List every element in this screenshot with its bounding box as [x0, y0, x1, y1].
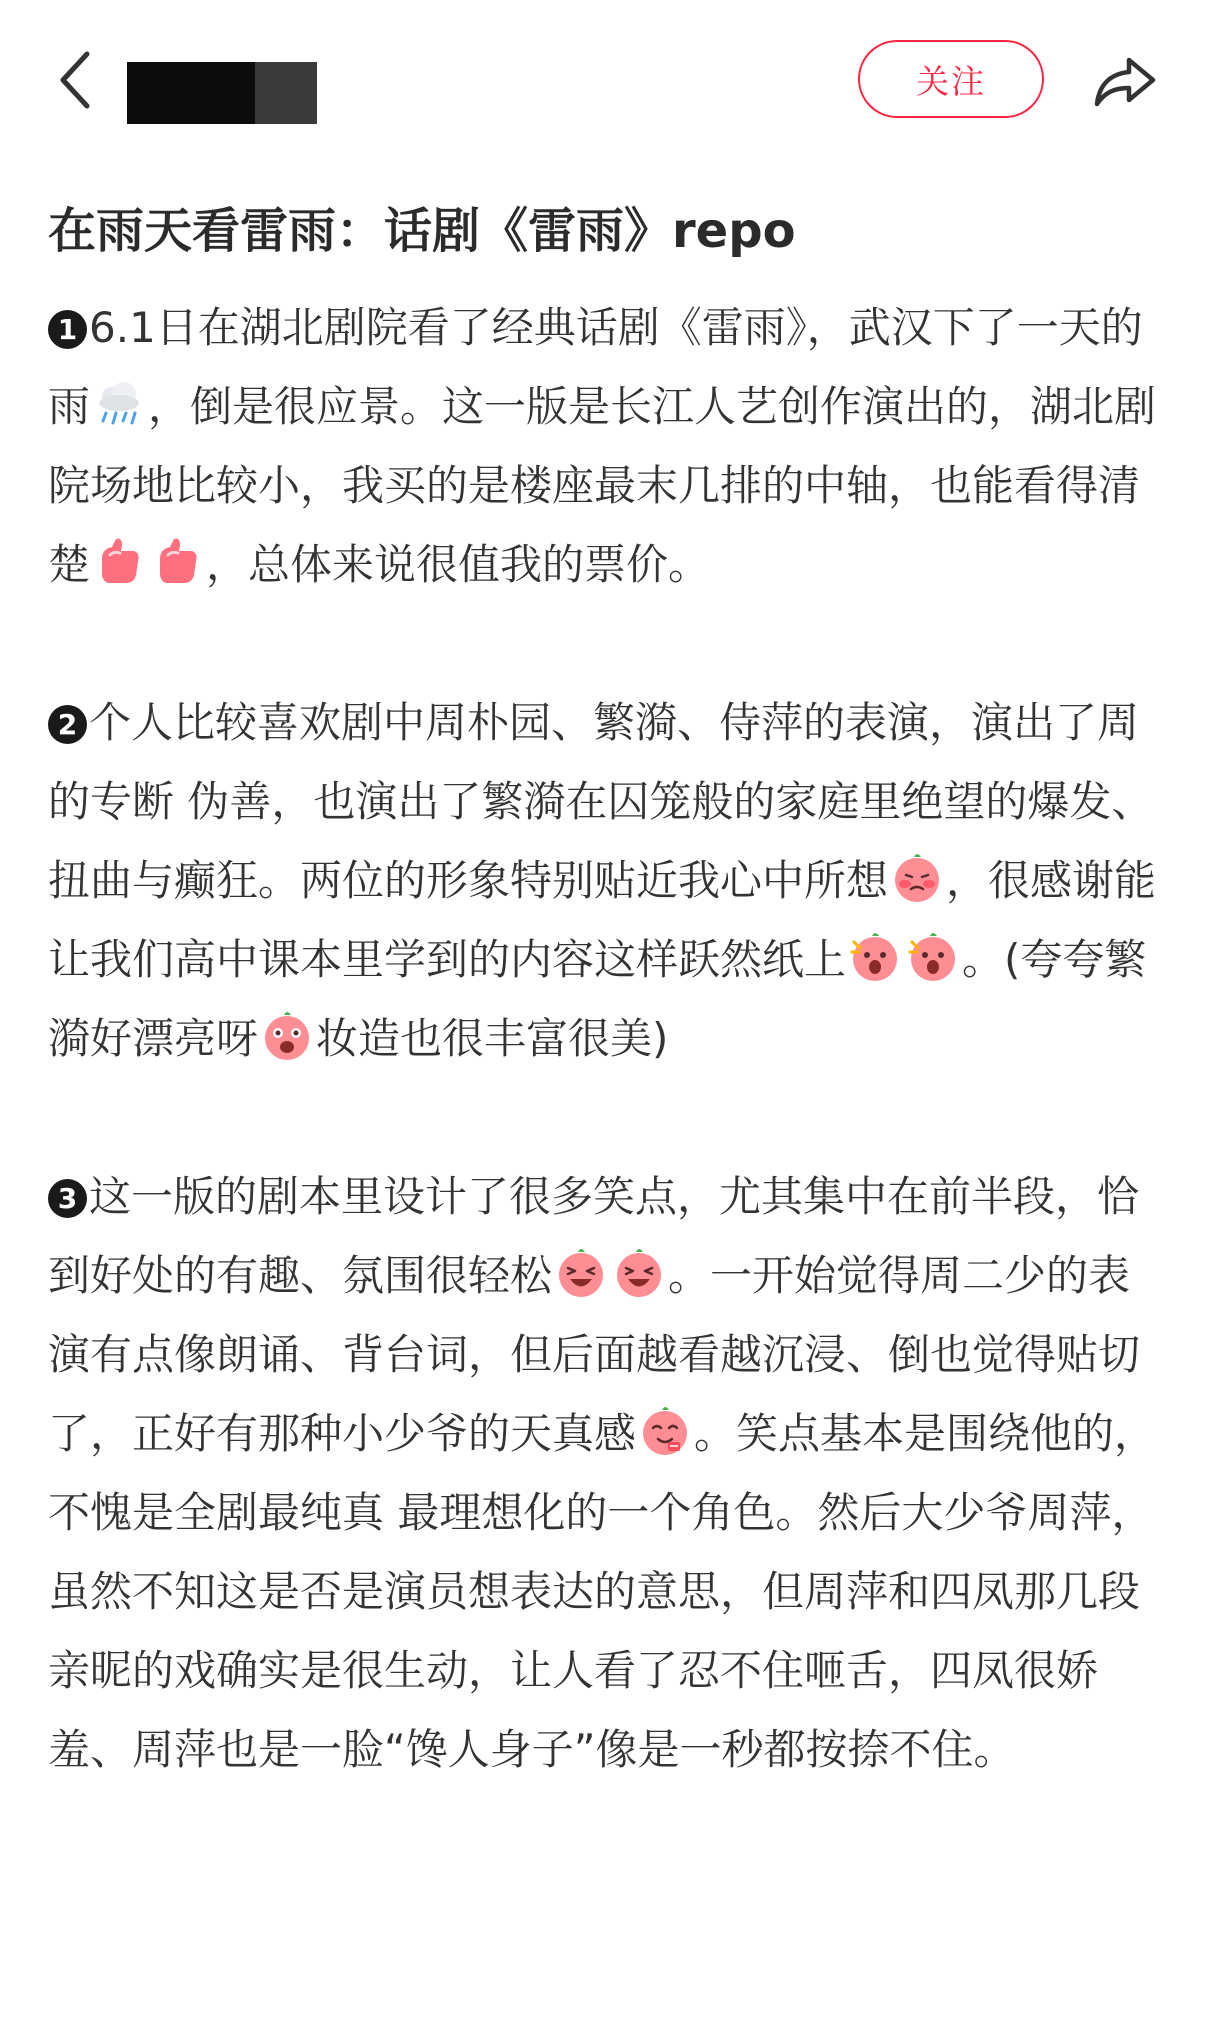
chevron-left-icon: [55, 48, 95, 112]
number-badge-2: 2: [48, 705, 87, 744]
shocked-face-icon: [848, 930, 902, 984]
laughing-face-icon: [612, 1246, 666, 1300]
number-badge-1: 1: [48, 310, 87, 349]
rain-cloud-icon: [92, 377, 146, 431]
note-title: 在雨天看雷雨：话剧《雷雨》repo: [48, 203, 796, 259]
paragraph-1-text-b: ，倒是很应景。这一版是长江人艺创作演出的，湖北剧院场地比较小，我买的是楼座最末几排的中轴，也能看得清楚: [48, 382, 1157, 589]
paragraph-2: [48, 683, 1168, 1078]
paragraph-3-text-b: 。一开始觉得周二少的表演有点像朗诵、背台词，但后面越看越沉浸、倒也觉得贴切了，正好有那种小少爷的天真感: [48, 1251, 1141, 1458]
thumbs-up-icon: [150, 535, 204, 589]
follow-button[interactable]: 关注: [858, 40, 1044, 118]
laughing-face-icon: [554, 1246, 608, 1300]
note-body: [48, 288, 1168, 1868]
paragraph-2-text-d: 妆造也很丰富很美): [316, 1014, 669, 1063]
share-arrow-icon: [1093, 54, 1157, 110]
paragraph-2-text-a: 个人比较喜欢剧中周朴园、繁漪、侍萍的表演，演出了周的专断 伪善，也演出了繁漪在囚笼般的家庭里绝望的爆发、扭曲与癫狂。两位的形象特别贴近我心中所想: [48, 698, 1154, 905]
paragraph-1-text-a: 6.1日在湖北剧院看了经典话剧《雷雨》，武汉下了一天的雨: [48, 303, 1143, 431]
top-navigation-bar: [0, 0, 1205, 160]
back-button[interactable]: [40, 40, 110, 120]
paragraph-1-text-c: ，总体来说很值我的票价。: [206, 540, 711, 589]
paragraph-2-text-c: 。(夸夸繁漪好漂亮呀: [48, 935, 1147, 1063]
amazed-face-icon: [260, 1009, 314, 1063]
paragraph-2-text-b: ，很感谢能让我们高中课本里学到的内容这样跃然纸上: [48, 856, 1157, 984]
drooling-face-icon: [638, 1404, 692, 1458]
paragraph-3-text-a: 这一版的剧本里设计了很多笑点，尤其集中在前半段，恰到好处的有趣、氛围很轻松: [48, 1172, 1140, 1300]
number-badge-3: 3: [48, 1179, 87, 1218]
redaction-shade: [255, 62, 317, 124]
paragraph-1: [48, 288, 1168, 604]
thumbs-up-icon: [92, 535, 146, 589]
bashful-face-icon: [890, 851, 944, 905]
paragraph-3: [48, 1157, 1168, 1789]
shocked-face-icon: [906, 930, 960, 984]
share-button[interactable]: [1085, 42, 1165, 122]
paragraph-3-text-c: 。笑点基本是围绕他的，不愧是全剧最纯真 最理想化的一个角色。然后大少爷周萍，虽然不知这是否是演员想表达的意思，但周萍和四凤那几段亲昵的戏确实是很生动，让人看了忍不住咂舌，四凤很娇羞、周萍也是一脸“馋人身子”像是一秒都按捺不住。: [48, 1409, 1157, 1774]
author-name-redacted: [127, 62, 317, 124]
